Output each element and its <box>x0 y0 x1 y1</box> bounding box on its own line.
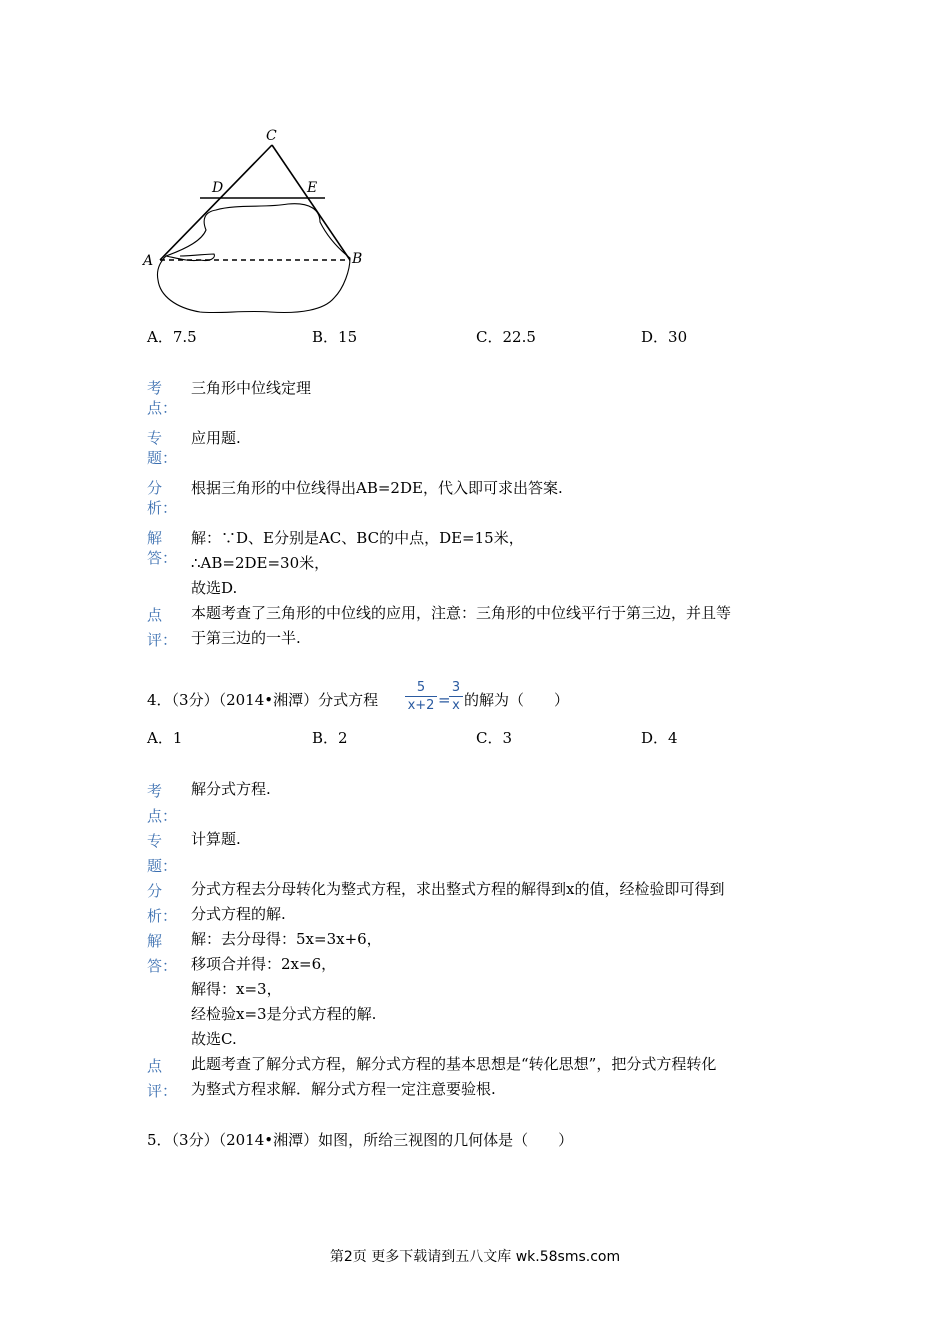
q4-jieda-line: 故选C. <box>191 1030 237 1048</box>
q4-equals: = <box>438 691 451 709</box>
label-a: A <box>143 253 154 269</box>
label-d: D <box>212 180 224 196</box>
q4-fraction-1 <box>405 680 437 713</box>
q3-kaodian-label: 考 点： <box>147 379 178 417</box>
q3-zhuanti-label: 专 题： <box>147 429 178 467</box>
q4-jieda-label: 解 答： <box>147 932 178 975</box>
q3-dianping-label: 点 评： <box>147 606 178 649</box>
q4-option-a: A．1 <box>147 729 183 747</box>
q3-jieda-label: 解 答： <box>147 529 178 567</box>
q3-dianping-line: 于第三边的一半. <box>191 629 301 647</box>
side-bc <box>272 145 350 260</box>
q3-jieda-line: 故选D. <box>191 579 238 597</box>
q4-zhuanti-label: 专 题： <box>147 832 178 875</box>
q3-option-d: D．30 <box>641 328 688 346</box>
q3-fenxi-text: 根据三角形的中位线得出AB=2DE，代入即可求出答案. <box>191 479 563 497</box>
lake-outline <box>157 204 350 313</box>
page-footer: 第2页 更多下载请到五八文库 wk.58sms.com <box>329 1249 621 1265</box>
q4-fenxi-line: 分式方程的解. <box>191 905 286 923</box>
fraction-numerator: 3 <box>451 680 461 695</box>
q4-fraction-2 <box>449 680 463 713</box>
q3-option-a: A．7.5 <box>147 328 197 346</box>
q3-option-c: C．22.5 <box>476 328 536 346</box>
side-ac <box>160 145 272 260</box>
q4-option-b: B．2 <box>312 729 348 747</box>
fraction-numerator: 5 <box>416 680 426 695</box>
q4-dianping-line: 此题考查了解分式方程，解分式方程的基本思想是“转化思想”，把分式方程转化 <box>191 1055 717 1073</box>
q4-jieda-line: 解：去分母得：5x=3x+6， <box>191 930 382 948</box>
q3-dianping-line: 本题考查了三角形的中位线的应用，注意：三角形的中位线平行于第三边，并且等 <box>191 604 732 622</box>
q3-option-b: B．15 <box>312 328 358 346</box>
q3-zhuanti-text: 应用题. <box>191 429 241 447</box>
q3-jieda-line: ∴AB=2DE=30米， <box>191 554 330 572</box>
q5-stem: 5．（3分）（2014•湘潭）如图，所给三视图的几何体是（ ） <box>147 1131 574 1149</box>
q4-dianping-label: 点 评： <box>147 1057 178 1100</box>
label-c: C <box>266 128 277 144</box>
q3-kaodian-text: 三角形中位线定理 <box>191 379 312 397</box>
fraction-denominator: x <box>452 698 460 713</box>
q3-jieda-line: 解：∵D、E分别是AC、BC的中点，DE=15米， <box>191 529 524 547</box>
label-e: E <box>307 180 318 196</box>
q4-kaodian-label: 考 点： <box>147 782 178 825</box>
q4-fenxi-label: 分 析： <box>147 882 178 925</box>
q4-stem-suffix: 的解为（ ） <box>464 691 570 709</box>
q4-option-d: D．4 <box>641 729 678 747</box>
q4-dianping-line: 为整式方程求解．解分式方程一定注意要验根. <box>191 1080 496 1098</box>
q3-fenxi-label: 分 析： <box>147 479 178 517</box>
fraction-denominator: x+2 <box>407 698 435 713</box>
q4-stem-prefix: 4．（3分）（2014•湘潭）分式方程 <box>147 691 379 709</box>
q4-jieda-line: 经检验x=3是分式方程的解. <box>191 1005 377 1023</box>
q4-fenxi-line: 分式方程去分母转化为整式方程，求出整式方程的解得到x的值，经检验即可得到 <box>191 880 725 898</box>
q4-zhuanti-text: 计算题. <box>191 830 241 848</box>
q4-kaodian-text: 解分式方程. <box>191 780 271 798</box>
q4-option-c: C．3 <box>476 729 513 747</box>
label-b: B <box>352 251 363 267</box>
triangle-lake-figure <box>140 120 380 325</box>
q4-jieda-line: 移项合并得：2x=6， <box>191 955 337 973</box>
q4-jieda-line: 解得：x=3， <box>191 980 282 998</box>
